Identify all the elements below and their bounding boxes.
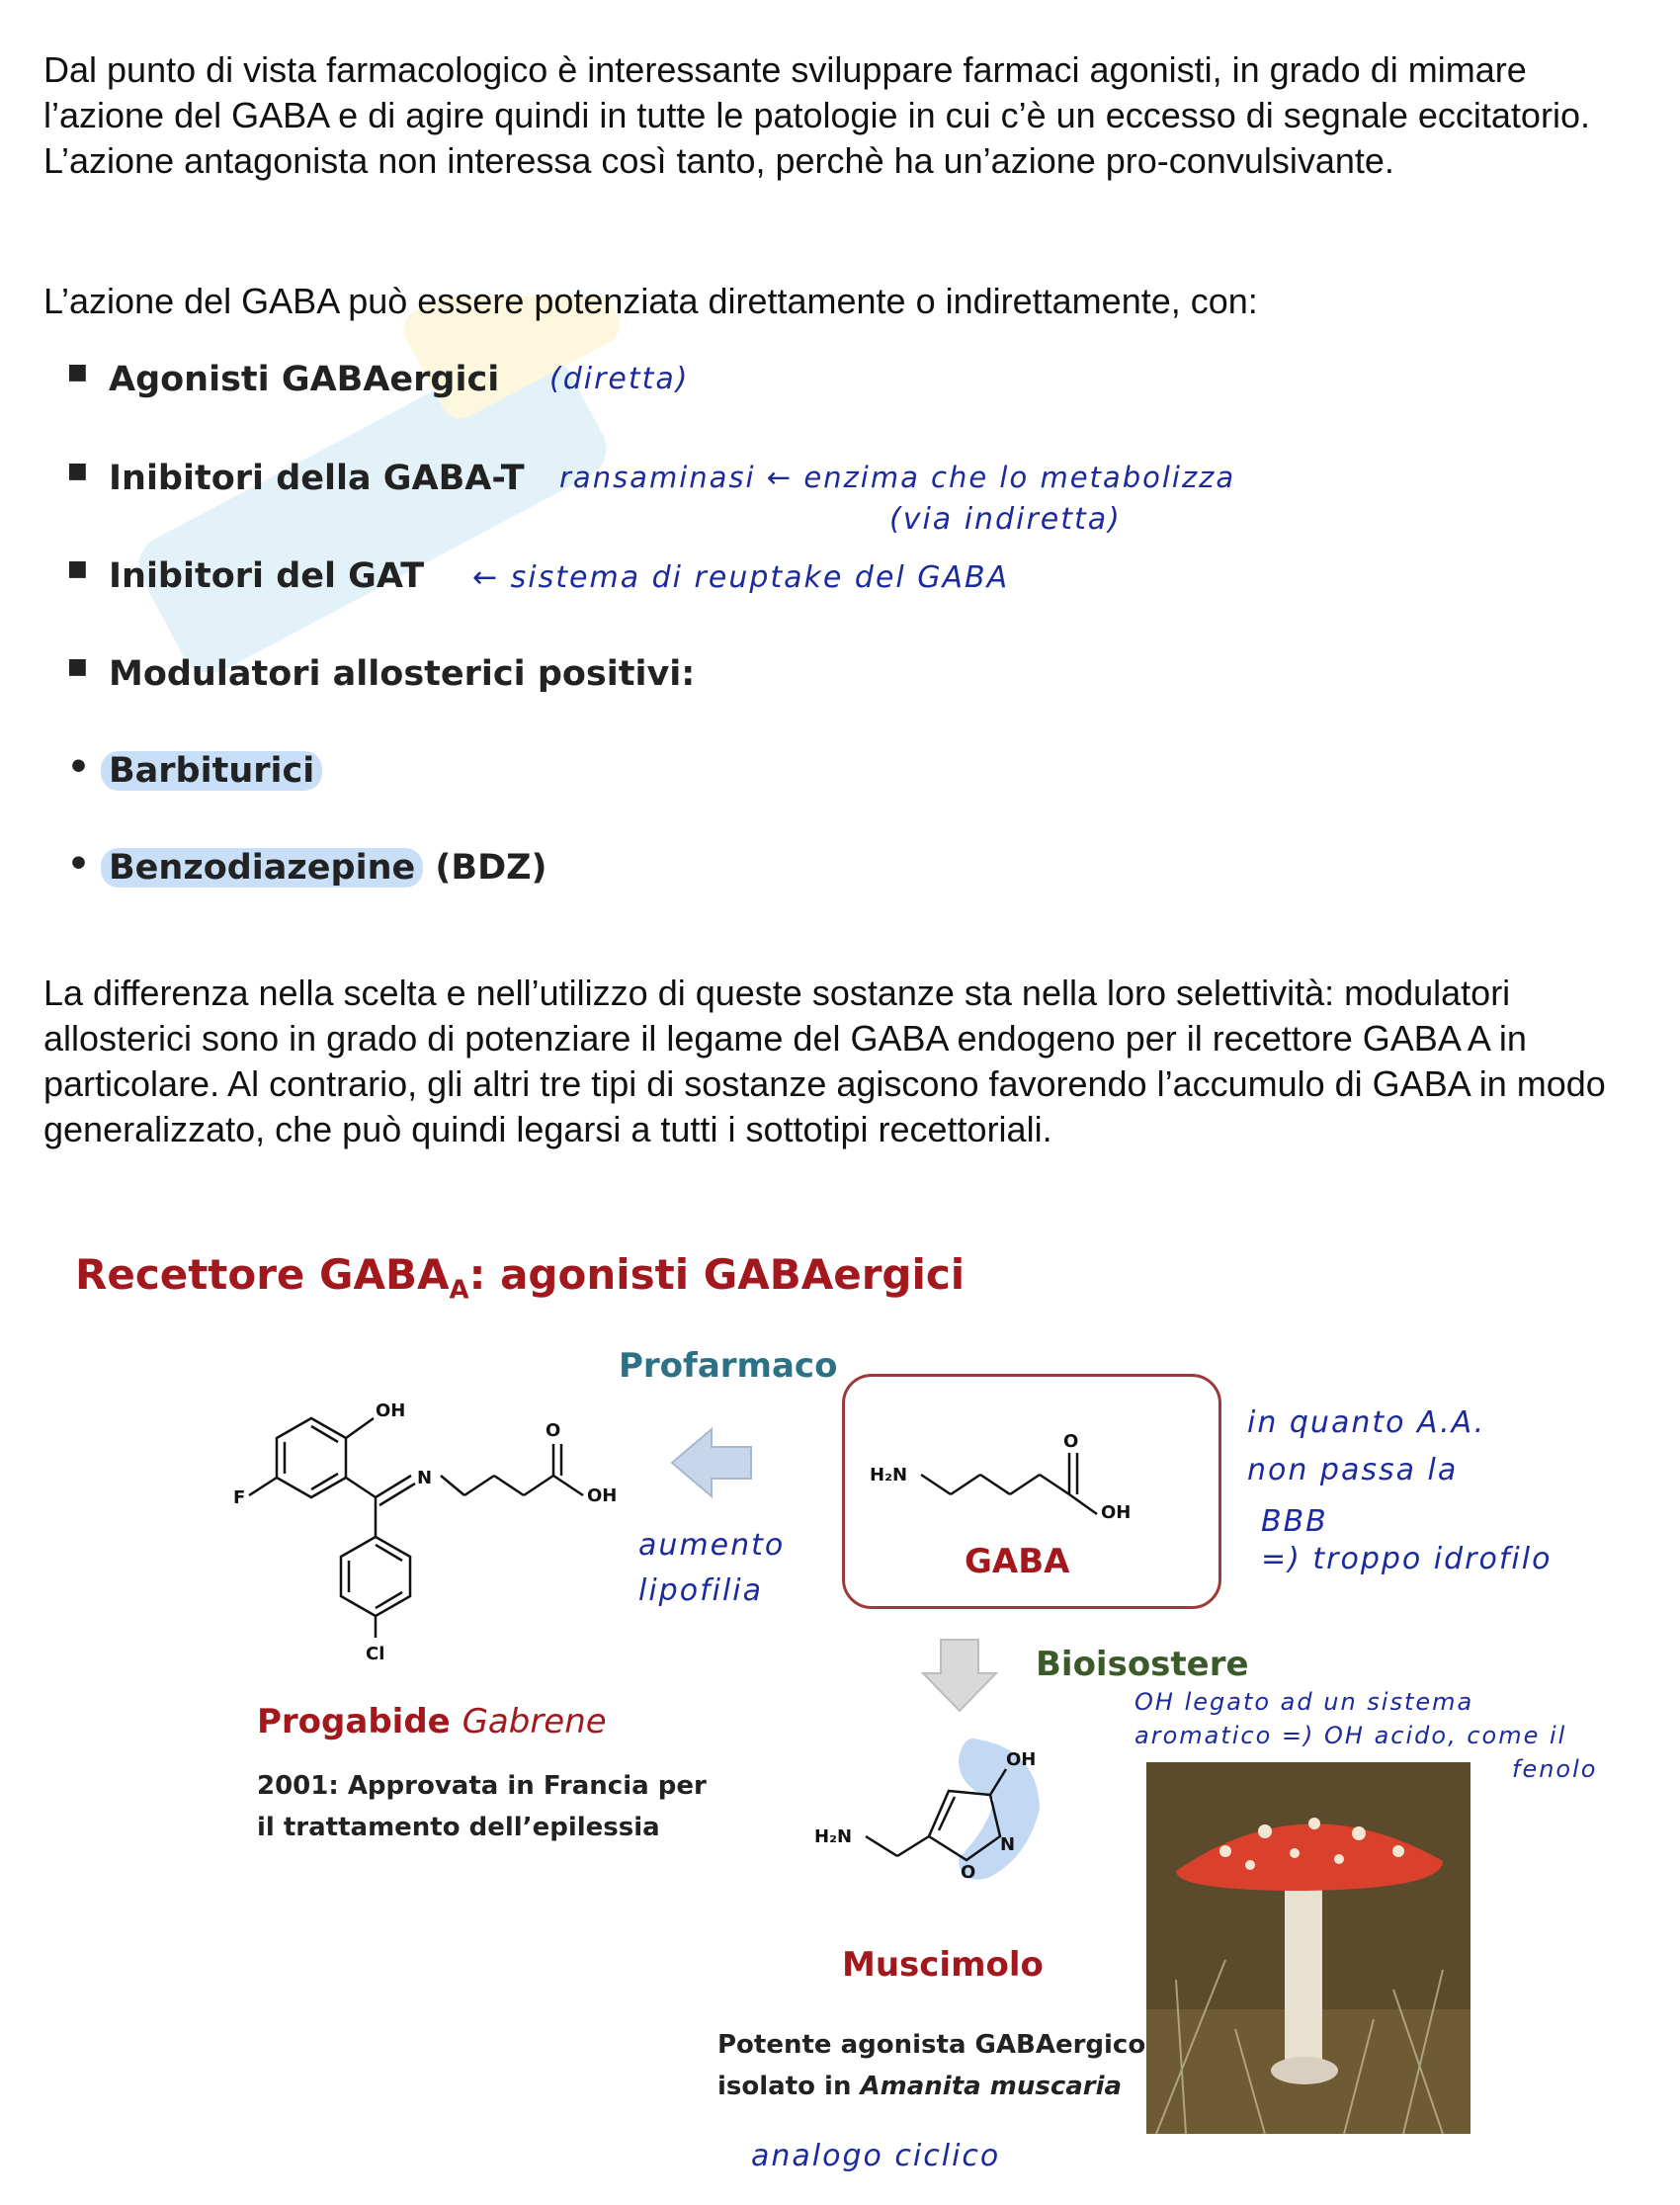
bullet-bdz: • Benzodiazepine (BDZ) (67, 844, 547, 888)
bullet-gat: ■ Inibitori del GAT (67, 556, 425, 596)
bullet-barbiturici: • Barbiturici (109, 751, 322, 791)
note-reuptake: ← sistema di reuptake del GABA (472, 560, 1010, 595)
arrow-left-icon (668, 1423, 757, 1502)
note-aumento: aumento (638, 1528, 786, 1563)
square-bullet-icon: ■ (67, 459, 88, 483)
note-non-passa: non passa la (1247, 1453, 1459, 1487)
bullet-gaba-t: ■ Inibitori della GABA-T (67, 459, 525, 498)
note-in-quanto: in quanto A.A. (1247, 1405, 1486, 1440)
progabide-label: Progabide Gabrene (257, 1702, 607, 1741)
note-bbb: BBB (1261, 1504, 1328, 1539)
progabide-structure (227, 1379, 682, 1685)
arrow-down-icon (917, 1636, 1002, 1715)
paragraph-potentiation: L’azione del GABA può essere potenziata direttamente o indirettamente, con: (43, 281, 1258, 321)
square-bullet-icon: ■ (67, 556, 88, 581)
gaba-label: GABA (965, 1542, 1070, 1581)
profarmaco-label: Profarmaco (619, 1346, 838, 1386)
note-via-indiretta: (via indiretta) (889, 502, 1122, 537)
note-transaminasi: ransaminasi ← enzima che lo metabolizza (559, 461, 1236, 494)
note-aromatico: aromatico =) OH acido, come il (1134, 1722, 1567, 1749)
note-fenolo: fenolo (1512, 1755, 1598, 1783)
muscimol-nh2-label: H₂N (814, 1826, 853, 1847)
muscimol-description: Potente agonista GABAergico isolato in Amanita muscaria (717, 2030, 1146, 2101)
gaba-oh-label: OH (1101, 1502, 1132, 1523)
note-oh-legato: OH legato ad un sistema (1134, 1688, 1474, 1716)
round-bullet-icon: • (67, 747, 91, 788)
amanita-muscaria-photo (1146, 1762, 1470, 2134)
square-bullet-icon: ■ (67, 360, 88, 384)
muscimol-n-label: N (1000, 1834, 1016, 1855)
muscimol-oh-label: OH (1006, 1749, 1037, 1770)
muscimol-structure (810, 1720, 1087, 1908)
slide-title: Recettore $GABA_A$: agonisti GABAergici (75, 1250, 966, 1306)
note-diretta: (diretta) (549, 362, 690, 396)
muscimol-o-label: O (961, 1862, 976, 1883)
acid-oh-label: OH (587, 1485, 618, 1506)
imine-n-label: N (417, 1468, 433, 1488)
carbonyl-o-label: O (546, 1420, 561, 1441)
fluoro-label: F (233, 1487, 246, 1508)
note-analogo-ciclico: analogo ciclico (751, 2139, 1001, 2173)
note-lipofilia: lipofilia (638, 1573, 764, 1608)
round-bullet-icon: • (67, 844, 91, 885)
progabide-approval: 2001: Approvata in Francia per il trattamento dell’epilessia (257, 1771, 707, 1842)
square-bullet-icon: ■ (67, 654, 88, 679)
bullet-modulatori: ■ Modulatori allosterici positivi: (67, 654, 696, 694)
gaba-structure (860, 1394, 1196, 1532)
oh-label: OH (376, 1400, 406, 1421)
paragraph-intro: Dal punto di vista farmacologico è interessante sviluppare farmaci agonisti, in grado di mimare l’azione del GABA e di agire quindi in tutte le patologie in cui c’è un eccesso di segnale eccitatorio. L’azione antagonista non interessa così tanto, perchè ha un’azione pro-convulsivante. (43, 49, 1590, 181)
bioisostere-label: Bioisostere (1036, 1645, 1249, 1684)
paragraph-selectivity: La differenza nella scelta e nell’utilizzo di queste sostanze sta nella loro selettività: modulatori allosterici sono in grado di potenziare il legame del GABA endogeno per il recettore GABA A in particolare. Al contrario, gli altri tre tipi di sostanze agiscono favorendo l’accumulo di GABA in modo generalizzato, che può quindi legarsi a tutti i sottotipi recettoriali. (43, 973, 1606, 1149)
note-troppo-idrofilo: =) troppo idrofilo (1261, 1542, 1553, 1576)
muscimolo-label: Muscimolo (842, 1945, 1044, 1985)
chloro-label: Cl (366, 1644, 385, 1664)
gaba-o-label: O (1063, 1431, 1079, 1452)
bullet-agonisti: ■ Agonisti GABAergici (67, 360, 500, 399)
gaba-nh2-label: H₂N (870, 1465, 908, 1485)
